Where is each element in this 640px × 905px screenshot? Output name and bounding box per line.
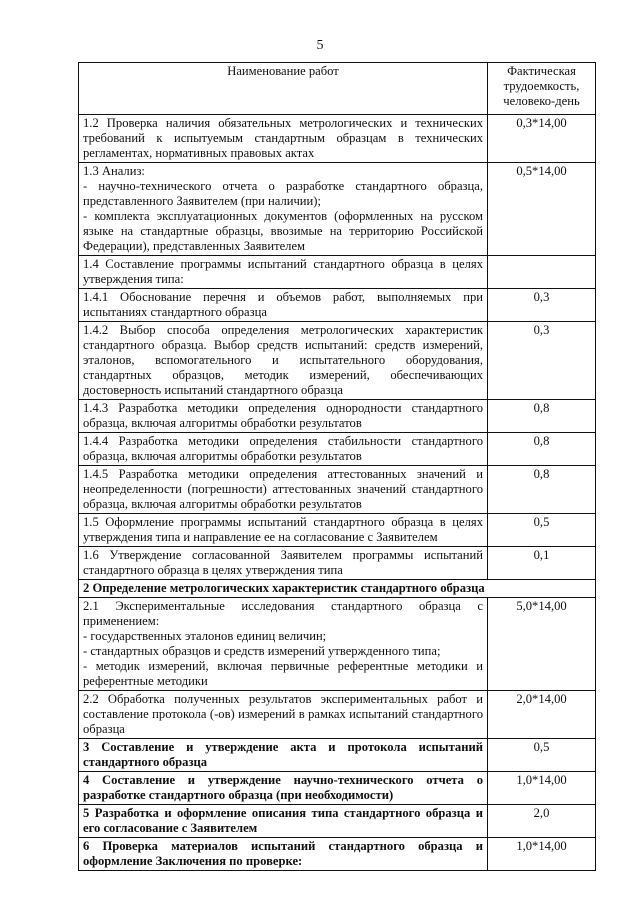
- table-row: [79, 400, 596, 433]
- work-name-cell: [79, 739, 488, 772]
- work-name-text: 1.4.1 Обоснование перечня и объемов работ, выполняемых при испытаниях стандартного образца: [83, 290, 483, 319]
- work-name-cell: [79, 322, 488, 400]
- work-name-cell: [79, 400, 488, 433]
- work-name-cell: [79, 772, 488, 805]
- table-row: [79, 289, 596, 322]
- work-name-text: 2 Определение метрологических характеристик стандартного образца: [83, 581, 485, 595]
- table-row: [79, 163, 596, 256]
- labor-value-cell: [488, 256, 596, 289]
- labor-value-cell: 0,3: [488, 289, 596, 322]
- work-name-text: 5 Разработка и оформление описания типа стандартного образца и его согласование с Заявителем: [83, 806, 483, 835]
- work-name-text: 4 Составление и утверждение научно-технического отчета о разработке стандартного образца (при необходимости): [83, 773, 483, 802]
- work-name-text: 1.4 Составление программы испытаний стандартного образца в целях утверждения типа:: [83, 257, 483, 286]
- labor-value-cell: 0,8: [488, 466, 596, 514]
- labor-value-cell: 0,8: [488, 400, 596, 433]
- work-name-cell: [79, 115, 488, 163]
- labor-value-cell: 0,3*14,00: [488, 115, 596, 163]
- header-labor-line: трудоемкость,: [503, 79, 580, 93]
- work-name-subline: - научно-технического отчета о разработке стандартного образца, представленного Заявителем (при наличии);: [83, 179, 483, 208]
- work-name-cell: [79, 691, 488, 739]
- table-row: [79, 115, 596, 163]
- page-number: 5: [316, 38, 324, 53]
- header-labor-cell: [488, 63, 596, 115]
- header-labor-line: человеко-день: [503, 94, 580, 108]
- table-row: [79, 772, 596, 805]
- work-name-text: 1.3 Анализ:: [83, 164, 145, 178]
- work-name-text: 1.4.2 Выбор способа определения метрологических характеристик стандартного образца. Выбор средств испытаний: средств измерений, эталонов, вспомогательного и испытательного оборудования, стандартных образцов, методик измерений, обеспечивающих достоверность испытаний стандартного образца: [83, 323, 483, 397]
- header-name-cell: Наименование работ: [79, 63, 488, 115]
- work-name-cell: [79, 598, 488, 691]
- labor-value-cell: 0,5: [488, 739, 596, 772]
- work-name-text: 1.5 Оформление программы испытаний стандартного образца в целях утверждения типа и направление ее на согласование с Заявителем: [83, 515, 483, 544]
- labor-value-cell: 5,0*14,00: [488, 598, 596, 691]
- work-name-text: 1.4.5 Разработка методики определения аттестованных значений и неопределенности (погрешности) аттестованных значений стандартного образца, включая алгоритмы обработки результатов: [83, 467, 483, 511]
- header-labor-line: Фактическая: [507, 64, 576, 78]
- work-name-text: 1.4.4 Разработка методики определения стабильности стандартного образца, включая алгоритмы обработки результатов: [83, 434, 483, 463]
- work-name-text: 3 Составление и утверждение акта и протокола испытаний стандартного образца: [83, 740, 483, 769]
- labor-value-cell: 0,3: [488, 322, 596, 400]
- labor-value-cell: 1,0*14,00: [488, 772, 596, 805]
- table-row: [79, 691, 596, 739]
- labor-value-cell: 0,1: [488, 547, 596, 580]
- table-row: [79, 739, 596, 772]
- labor-value-cell: 0,8: [488, 433, 596, 466]
- work-name-cell: [79, 514, 488, 547]
- work-name-subline: - комплекта эксплуатационных документов (оформленных на русском языке на стандартные образцы, ввозимые на территорию Российской Федерации), представленных Заявителем: [83, 209, 483, 253]
- work-name-text: 2.2 Обработка полученных результатов экспериментальных работ и составление протокола (-ов) измерений в рамках испытаний стандартного образца: [83, 692, 483, 736]
- table-header-row: [79, 63, 596, 115]
- work-name-text: 6 Проверка материалов испытаний стандартного образца и оформление Заключения по проверке:: [83, 839, 483, 868]
- work-name-subline: - методик измерений, включая первичные референтные методики и референтные методики: [83, 659, 483, 688]
- work-name-subline: - государственных эталонов единиц величин;: [83, 629, 327, 643]
- labor-value-cell: 2,0: [488, 805, 596, 838]
- labor-value-cell: 0,5: [488, 514, 596, 547]
- work-name-subline: - стандартных образцов и средств измерений утвержденного типа;: [83, 644, 441, 658]
- work-name-cell: [79, 580, 596, 598]
- work-name-cell: [79, 289, 488, 322]
- table-row: [79, 466, 596, 514]
- work-name-text: 2.1 Экспериментальные исследования стандартного образца с применением:: [83, 599, 483, 628]
- work-name-cell: [79, 163, 488, 256]
- work-name-text: 1.6 Утверждение согласованной Заявителем программы испытаний стандартного образца в целях утверждения типа: [83, 548, 483, 577]
- table-row: [79, 838, 596, 871]
- labor-value-cell: 1,0*14,00: [488, 838, 596, 871]
- work-name-cell: [79, 547, 488, 580]
- table-row: [79, 598, 596, 691]
- work-name-cell: [79, 838, 488, 871]
- work-name-cell: [79, 433, 488, 466]
- labor-value-cell: 2,0*14,00: [488, 691, 596, 739]
- table-row: [79, 322, 596, 400]
- table-row: [79, 580, 596, 598]
- work-name-text: 1.4.3 Разработка методики определения однородности стандартного образца, включая алгоритмы обработки результатов: [83, 401, 483, 430]
- table-row: [79, 256, 596, 289]
- table-row: [79, 514, 596, 547]
- table-row: [79, 433, 596, 466]
- labor-table: [78, 62, 596, 871]
- work-name-text: 1.2 Проверка наличия обязательных метрологических и технических требований к испытуемым стандартным образцам в технических регламентах, нормативных правовых актах: [83, 116, 483, 160]
- work-name-cell: [79, 466, 488, 514]
- table-row: [79, 805, 596, 838]
- labor-value-cell: 0,5*14,00: [488, 163, 596, 256]
- work-name-cell: [79, 256, 488, 289]
- table-row: [79, 547, 596, 580]
- work-name-cell: [79, 805, 488, 838]
